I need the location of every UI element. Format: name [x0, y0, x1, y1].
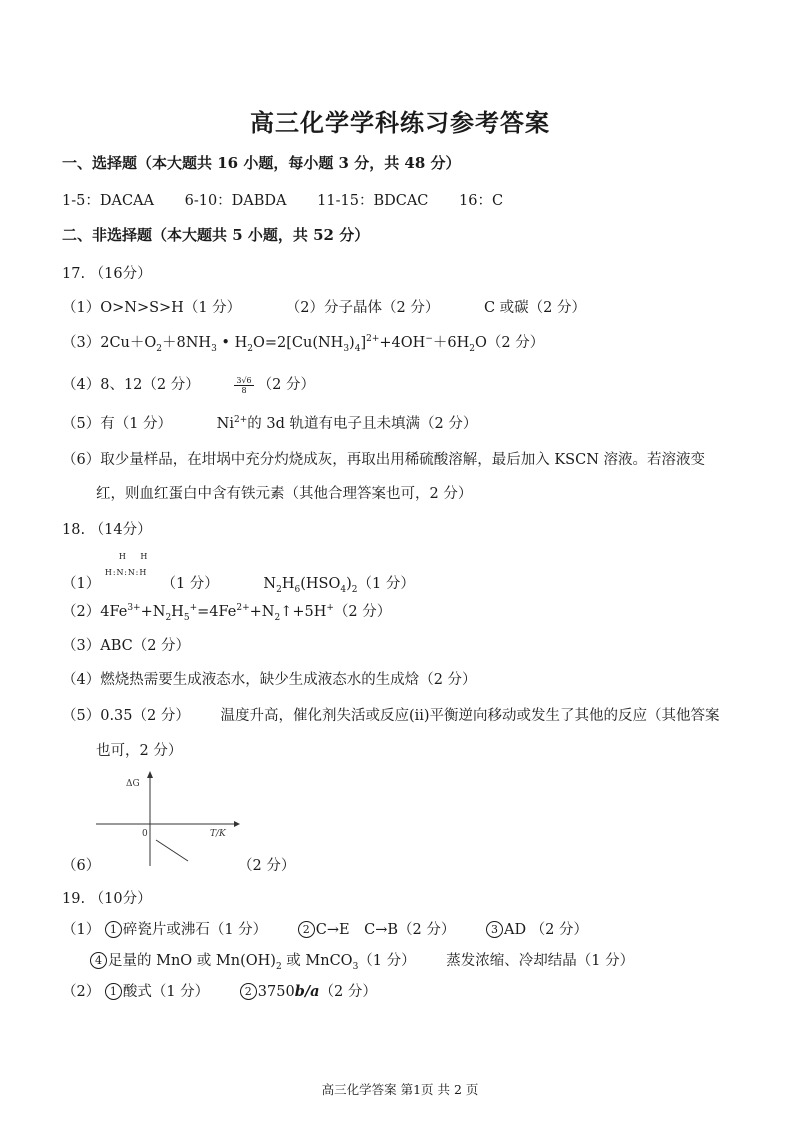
eq-text: ↑+5H: [280, 604, 327, 620]
eq-sup: −: [425, 334, 433, 345]
lewis-structure: [104, 552, 157, 594]
answer-1-5: 1-5：DACAA: [62, 193, 154, 209]
q19-1-a4: 足量的 MnO 或 Mn(OH): [108, 953, 276, 969]
answer-16: 16：C: [459, 193, 504, 209]
circled-number: 1: [105, 921, 122, 938]
q19-2-a2: 3750: [257, 984, 295, 1000]
eq-sub: 2: [156, 343, 163, 354]
eq-sup: 3+: [127, 603, 141, 614]
formula-sub: 4: [340, 584, 347, 595]
eq-text: +N: [249, 604, 275, 620]
circled-number: 2: [298, 921, 315, 938]
delta-g-graph: [96, 766, 246, 870]
eq-text: （2）4Fe: [62, 604, 128, 620]
eq-text: O=2[Cu(NH: [252, 335, 344, 351]
q18-1-score: （1 分）: [161, 576, 219, 592]
eq-text: ): [349, 335, 355, 351]
q17-5-ni-charge: 2+: [234, 415, 248, 426]
q18-header: 18. （14分）: [62, 522, 152, 538]
formula-text: ): [346, 576, 352, 592]
q17-header: 17. （16分）: [62, 266, 152, 282]
q19-part2: [62, 980, 377, 1001]
formula-sub: 2: [351, 584, 358, 595]
eq-sup: 2+: [236, 603, 250, 614]
q19-1-a2: C→E C→B（2 分）: [315, 922, 456, 938]
page-footer: 高三化学答案 第1页 共 2 页: [321, 1082, 479, 1097]
q17-4-score: （2 分）: [257, 377, 315, 393]
eq-text: +4OH: [379, 335, 426, 351]
circled-number: 2: [240, 983, 257, 1000]
fraction-denominator: 8: [241, 385, 247, 395]
eq-sub: 2: [247, 343, 253, 354]
q17-part3-equation: [62, 331, 544, 352]
q18-part5-line1: [62, 704, 720, 725]
q17-2-text: （2）分子晶体（2 分）: [285, 300, 440, 316]
eq-sub: 2: [165, 612, 172, 623]
lewis-main-row: H:N:N:H: [104, 568, 148, 577]
fraction-numerator: 3√6: [236, 375, 252, 385]
circled-number: 1: [105, 983, 122, 1000]
delta-g-line: [156, 840, 188, 861]
x-axis-label: T/K: [210, 829, 226, 839]
q17-5-ni: Ni: [216, 416, 234, 432]
q18-part3: （3）ABC（2 分）: [62, 638, 191, 654]
q19-2-a2-score: （2 分）: [319, 984, 377, 1000]
q17-part5: [62, 412, 477, 433]
q19-1-label: （1）: [62, 922, 101, 938]
q17-2c-text: C 或碳（2 分）: [483, 300, 586, 316]
formula-score: （1 分）: [357, 576, 415, 592]
q18-1-label: （1）: [62, 576, 101, 592]
q19-2-a2-variable: b/a: [294, 983, 320, 1000]
q17-5-reason: 的 3d 轨道有电子且未填满（2 分）: [247, 416, 478, 432]
formula-text: N: [263, 576, 277, 592]
q18-5-reason: 温度升高，催化剂失活或反应(ii)平衡逆向移动或发生了其他的反应（其他答案: [220, 708, 720, 724]
q19-header: 19. （10分）: [62, 891, 152, 907]
formula-sub: 2: [276, 584, 282, 595]
q17-5-text: （5）有（1 分）: [62, 416, 173, 432]
q18-5-value: （5）0.35（2 分）: [62, 708, 190, 724]
eq-text: O（2 分）: [474, 335, 545, 351]
eq-sub: 2: [274, 612, 281, 623]
origin-label: 0: [142, 829, 148, 839]
page-title: 高三化学学科练习参考答案: [250, 108, 550, 137]
formula-sub: 3: [352, 961, 359, 972]
eq-text: ＋8NH: [162, 335, 212, 351]
q19-1-a5: 蒸发浓缩、冷却结晶（1 分）: [446, 953, 635, 969]
q18-part2-equation: [62, 600, 391, 621]
section-2-heading: 二、非选择题（本大题共 5 小题，共 52 分）: [62, 226, 370, 244]
lewis-top-h: H H: [118, 552, 154, 561]
eq-sup: +: [326, 603, 334, 614]
answer-6-10: 6-10：DABDA: [184, 193, 287, 209]
q18-part5-line2: 也可，2 分）: [96, 743, 183, 759]
circled-number: 4: [90, 952, 107, 969]
eq-sup: +: [189, 603, 198, 614]
q17-part1: [62, 296, 586, 317]
q17-1-text: （1）O>N>S>H（1 分）: [62, 300, 242, 316]
eq-text: ]: [360, 335, 367, 351]
eq-sub: 4: [354, 343, 361, 354]
formula-text: H: [281, 576, 295, 592]
q19-1-a4-score: （1 分）: [358, 953, 416, 969]
q18-part1: [62, 552, 415, 595]
eq-text: H: [171, 604, 184, 620]
q19-part1: [62, 918, 588, 939]
eq-sub: 3: [343, 343, 350, 354]
q17-4-text: （4）8、12（2 分）: [62, 377, 200, 393]
section-1-heading: 一、选择题（本大题共 16 小题，每小题 3 分，共 48 分）: [62, 154, 461, 172]
q19-1-a1: 碎瓷片或沸石（1 分）: [122, 922, 268, 938]
q18-part4: （4）燃烧热需要生成液态水，缺少生成液态水的生成焓（2 分）: [62, 672, 477, 688]
q19-1-a4: 或 MnCO: [281, 953, 353, 969]
eq-text: （3）2Cu＋O: [62, 335, 157, 351]
q17-part6-line2: 红，则血红蛋白中含有铁元素（其他合理答案也可，2 分）: [96, 486, 473, 502]
eq-text: +N: [140, 604, 166, 620]
q19-2-label: （2）: [62, 984, 101, 1000]
eq-sub: 5: [183, 612, 190, 623]
eq-sub: 3: [211, 343, 217, 354]
q17-part6-line1: （6）取少量样品，在坩埚中充分灼烧成灰，再取出用稀硫酸溶解，最后加入 KSCN 溶液。若溶液变: [62, 452, 705, 468]
answer-11-15: 11-15：BDCAC: [317, 193, 429, 209]
q19-1-a3: AD （2 分）: [503, 922, 589, 938]
fraction: [234, 376, 253, 395]
q17-part4: [62, 373, 315, 395]
circled-number: 3: [486, 921, 503, 938]
y-axis-label: ΔG: [126, 779, 140, 789]
formula-text: (HSO: [300, 576, 341, 592]
eq-text: ＋6H: [432, 335, 470, 351]
eq-text: • H: [216, 335, 248, 351]
formula-sub: 2: [275, 961, 282, 972]
eq-sub: 2: [469, 343, 475, 354]
choice-answers: [62, 189, 503, 210]
q19-part1-line2: [90, 949, 634, 970]
q19-2-a1: 酸式（1 分）: [122, 984, 210, 1000]
y-axis-arrow: [147, 771, 153, 778]
q18-part6-label: （6）: [62, 858, 101, 874]
eq-text: =4Fe: [197, 604, 237, 620]
x-axis-arrow: [234, 821, 240, 827]
q18-part6-score: （2 分）: [238, 858, 296, 874]
eq-sup: 2+: [366, 334, 380, 345]
eq-text: （2 分）: [333, 604, 392, 620]
formula-sub: 6: [294, 584, 301, 595]
